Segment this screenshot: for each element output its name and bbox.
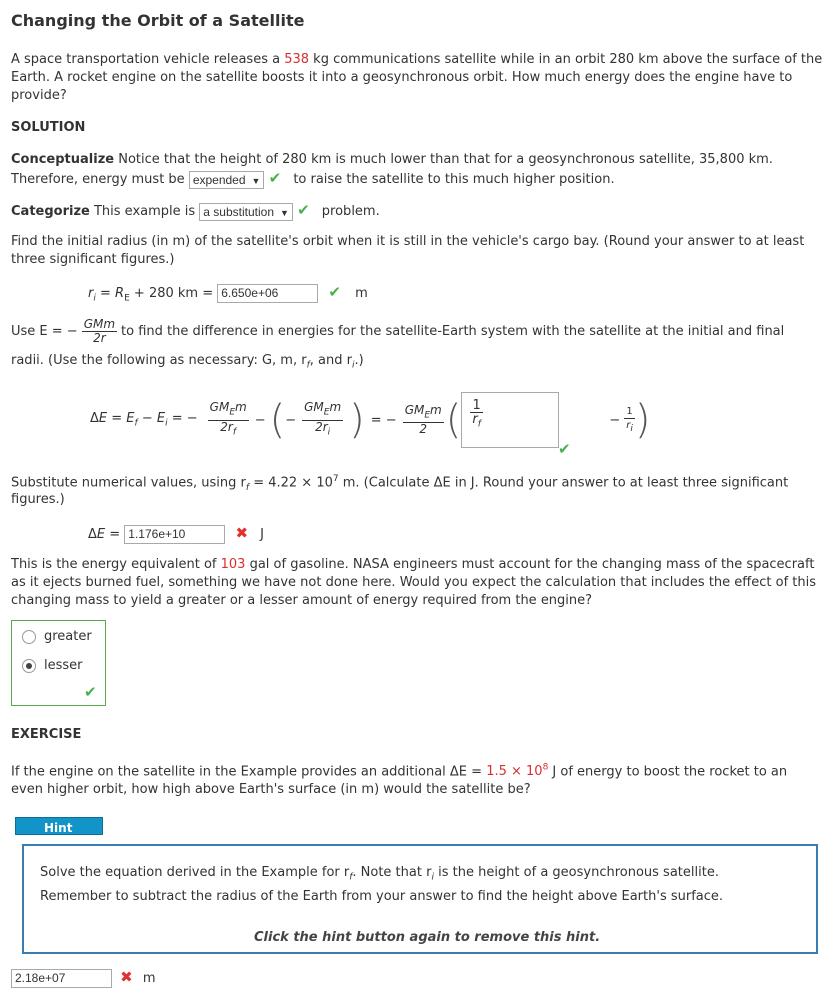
hint-line-2: Remember to subtract the radius of the Earth from your answer to find the height above Earth's surface.	[40, 889, 724, 904]
mass-value: 538	[284, 52, 310, 67]
delta-e-value-row: ΔE = 1.176e+10 ✖ J	[88, 524, 264, 542]
substitute-line-1: Substitute numerical values, using $r_f = 4.22 \times 10^7$ m. (Calculate ΔE in J. Round your answer to at least three significant	[11, 474, 789, 493]
exercise-line-1: If the engine on the satellite in the Example provides an additional $\Delta E = 1.5 \times 10^8$ J of energy to boost the rocket to an	[11, 763, 788, 780]
radius-prompt-line-1: Find the initial radius (in m) of the satellite's orbit when it is still in the vehicle's cargo bay. (Round your answer to at least	[11, 234, 805, 249]
exercise-line-2: even higher orbit, how high above Earth's surface (in m) would the satellite be?	[11, 782, 531, 797]
energy-formula-line-2: radii. (Use the following as necessary: G, m, $r_f$, and $r_i$.)	[11, 353, 364, 371]
energy-formula-line: Use E = − $\frac{\text{GMm}}{2r}$ to find the difference in energies for the satellite-Earth system with the satellite at the initial and final	[11, 317, 785, 345]
delta-e-answer-input[interactable]: $\frac{1}{r_f}$	[461, 392, 559, 448]
gasoline-line-2: as it ejects burned fuel, something we have not done here. Would you expect the calculation that includes the effect of this	[11, 575, 816, 590]
hint-footer: Click the hint button again to remove this hint.	[254, 930, 601, 945]
radius-equation: $r_i = R_E + 280$ km = 6.650e+06 ✔ m	[88, 283, 368, 304]
categorize-line: Categorize This example is a substitution ▼ ✔ problem.	[11, 201, 380, 219]
gasoline-line-3: changing mass to yield a greater or a lesser amount of energy required from the engine?	[11, 593, 593, 608]
intro-line-3: provide?	[11, 88, 67, 103]
gasoline-line-1: This is the energy equivalent of 103 gal of gasoline. NASA engineers must account for the changing mass of the spacecraft	[11, 557, 815, 572]
option-lesser[interactable]: lesser	[22, 658, 83, 673]
correct-check-icon: ✔	[558, 440, 571, 458]
incorrect-x-icon: ✖	[120, 968, 133, 986]
chevron-down-icon: ▼	[280, 207, 289, 218]
hint-panel	[22, 844, 818, 954]
delta-e-numeric-input[interactable]: 1.176e+10	[124, 525, 225, 544]
radio-lesser[interactable]	[22, 659, 36, 673]
final-answer-input[interactable]: 2.18e+07	[11, 969, 112, 988]
conceptualize-line-2: Therefore, energy must be expended ▼ ✔ to raise the satellite to this much higher position.	[11, 169, 615, 187]
energy-dropdown[interactable]: expended ▼	[189, 171, 265, 189]
correct-check-icon: ✔	[84, 683, 97, 701]
option-greater[interactable]: greater	[22, 629, 92, 644]
correct-check-icon: ✔	[268, 169, 282, 187]
radius-answer-input[interactable]: 6.650e+06	[217, 284, 318, 303]
radio-greater[interactable]	[22, 630, 36, 644]
incorrect-x-icon: ✖	[235, 524, 249, 542]
intro-line-1: A space transportation vehicle releases a 538 kg communications satellite while in an orbit 280 km above the surface of the	[11, 52, 823, 67]
exercise-heading: EXERCISE	[11, 727, 82, 742]
substitute-line-2: figures.)	[11, 492, 65, 507]
radius-prompt-line-2: three significant figures.)	[11, 252, 175, 267]
category-dropdown[interactable]: a substitution ▼	[199, 203, 293, 221]
hint-button[interactable]: Hint	[16, 818, 102, 834]
chevron-down-icon: ▼	[251, 175, 261, 186]
delta-e-equation: $\Delta E = E_f - E_i$ = − $\frac{GM_Em}{2r_f}$ − ( − $\frac{GM_Em}{2r_i}$ ) = − $\frac{GM_Em}{2}$ ( $\frac{1}{r_f}$ − $\frac{1}{r_i}$ )	[90, 392, 651, 448]
correct-check-icon: ✔	[297, 201, 310, 219]
final-answer-row: 2.18e+07 ✖ m	[11, 968, 156, 988]
page-title: Changing the Orbit of a Satellite	[11, 11, 305, 30]
intro-line-2: Earth. A rocket engine on the satellite boosts it into a geosynchronous orbit. How much energy does the engine have to	[11, 70, 793, 85]
solution-heading: SOLUTION	[11, 120, 86, 135]
hint-line-1: Solve the equation derived in the Example for $r_f$. Note that $r_i$ is the height of a geosynchronous satellite.	[40, 865, 719, 883]
correct-check-icon: ✔	[328, 283, 341, 301]
answer-options-box	[11, 620, 106, 706]
conceptualize-line-1: Conceptualize Notice that the height of 280 km is much lower than that for a geosynchronous satellite, 35,800 km.	[11, 152, 773, 167]
